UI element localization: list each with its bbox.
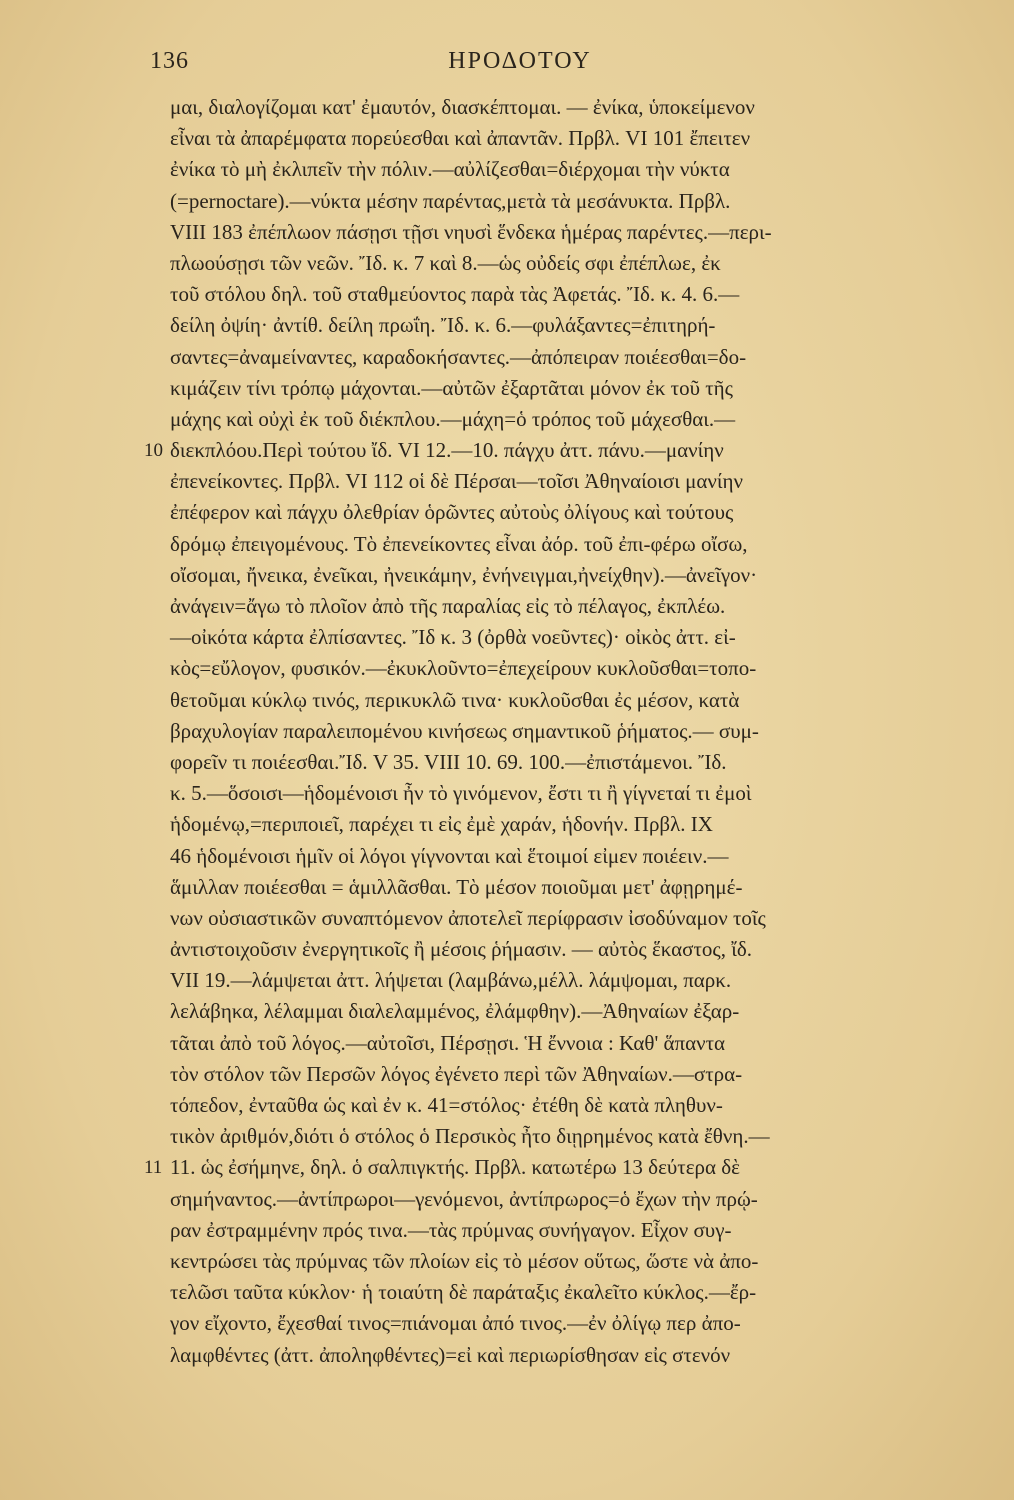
line-text: λαμφθέντες (ἀττ. ἀποληφθέντες)=εἰ καὶ περιωρίσθησαν εἰς στενόν bbox=[170, 1342, 731, 1367]
line-text: πλωούσῃσι τῶν νεῶν. Ἴδ. κ. 7 καὶ 8.—ὡς οὐδείς σφι ἐπέπλωε, ἐκ bbox=[170, 250, 721, 275]
text-line bbox=[170, 186, 910, 217]
text-line bbox=[170, 1340, 910, 1371]
text-line bbox=[170, 154, 910, 185]
running-title: ΗΡΟΔΟΤΟΥ bbox=[448, 48, 592, 74]
line-text: τᾶται ἀπὸ τοῦ λόγος.—αὐτοῖσι, Πέρσῃσι. Ἡ ἔννοια : Καθ' ἅπαντα bbox=[170, 1030, 726, 1055]
text-line bbox=[170, 809, 910, 840]
text-line bbox=[170, 1184, 910, 1215]
line-text: ἀντιστοιχοῦσιν ἐνεργητικοῖς ἢ μέσοις ῥήμασιν. — αὐτὸς ἕκαστος, ἴδ. bbox=[170, 937, 753, 962]
text-line bbox=[170, 965, 910, 996]
text-line bbox=[170, 310, 910, 341]
line-text: ἐπέφερον καὶ πάγχυ ὀλεθρίαν ὁρῶντες αὐτοὺς ὀλίγους καὶ τούτους bbox=[170, 500, 734, 525]
text-line bbox=[170, 685, 910, 716]
margin-number: 11 bbox=[144, 1157, 163, 1179]
text-line bbox=[170, 1277, 910, 1308]
text-line bbox=[170, 1246, 910, 1277]
text-line bbox=[170, 591, 910, 622]
text-line bbox=[170, 747, 910, 778]
line-text: τὸν στόλον τῶν Περσῶν λόγος ἐγένετο περὶ τῶν Ἀθηναίων.—στρα- bbox=[170, 1061, 743, 1086]
line-text: 11. ὡς ἐσήμηνε, δηλ. ὁ σαλπιγκτής. Πρβλ. κατωτέρω 13 δεύτερα δὲ bbox=[170, 1155, 740, 1180]
text-line bbox=[170, 1090, 910, 1121]
text-line bbox=[170, 404, 910, 435]
text-line bbox=[170, 373, 910, 404]
page-number: 136 bbox=[150, 48, 189, 74]
line-text: ἡδομένῳ,=περιποιεῖ, παρέχει τι εἰς ἐμὲ χαράν, ἡδονήν. Πρβλ. IX bbox=[170, 812, 713, 837]
text-line bbox=[144, 1152, 910, 1183]
line-text: VIII 183 ἐπέπλωον πάσῃσι τῇσι νηυσὶ ἕνδεκα ἡμέρας παρέντες.—περι- bbox=[170, 219, 772, 244]
line-text: σαντες=ἀναμείναντες, καραδοκήσαντες.—ἀπόπειραν ποιέεσθαι=δο- bbox=[170, 344, 747, 369]
line-text: δείλη ὀψίη· ἀντίθ. δείλη πρωΐη. Ἴδ. κ. 6.—φυλάξαντες=ἐπιτηρή- bbox=[170, 313, 716, 338]
text-line bbox=[170, 622, 910, 653]
line-text: ἀνάγειν=ἄγω τὸ πλοῖον ἀπὸ τῆς παραλίας εἰς τὸ πέλαγος, ἐκπλέω. bbox=[170, 594, 726, 618]
text-line bbox=[170, 497, 910, 528]
text-line bbox=[170, 778, 910, 809]
line-text: τοῦ στόλου δηλ. τοῦ σταθμεύοντος παρὰ τὰς Ἀφετάς. Ἴδ. κ. 4. 6.— bbox=[170, 282, 740, 307]
commentary-text bbox=[144, 92, 910, 1371]
text-line bbox=[170, 123, 910, 154]
line-text: δρόμῳ ἐπειγομένους. Τὸ ἐπενείκοντες εἶναι ἀόρ. τοῦ ἐπι-φέρω οἴσω, bbox=[170, 531, 748, 556]
text-line bbox=[170, 217, 910, 248]
text-line bbox=[144, 435, 910, 466]
text-line bbox=[170, 279, 910, 310]
line-text: ραν ἐστραμμένην πρός τινα.—τὰς πρύμνας συνήγαγον. Εἶχον συγ- bbox=[170, 1217, 732, 1242]
text-line bbox=[170, 1215, 910, 1246]
page-header bbox=[150, 48, 890, 84]
line-text: κεντρώσει τὰς πρύμνας τῶν πλοίων εἰς τὸ μέσον οὕτως, ὥστε νὰ ἀπο- bbox=[170, 1248, 759, 1273]
line-text: VII 19.—λάμψεται ἀττ. λήψεται (λαμβάνω,μέλλ. λάμψομαι, παρκ. bbox=[170, 968, 732, 993]
line-text: βραχυλογίαν παραλειπομένου κινήσεως σημαντικοῦ ῥήματος.— συμ- bbox=[170, 718, 759, 743]
text-line bbox=[170, 716, 910, 747]
text-line bbox=[170, 653, 910, 684]
line-text: (=pernoctare).—νύκτα μέσην παρέντας,μετὰ τὰ μεσάνυκτα. Πρβλ. bbox=[170, 188, 731, 213]
line-text: μαι, διαλογίζομαι κατ' ἐμαυτόν, διασκέπτομαι. — ἐνίκα, ὑποκείμενον bbox=[170, 95, 755, 119]
text-line bbox=[170, 934, 910, 965]
text-line bbox=[170, 248, 910, 279]
text-line bbox=[170, 996, 910, 1027]
line-text: νων οὐσιαστικῶν συναπτόμενον ἀποτελεῖ περίφρασιν ἰσοδύναμον τοῖς bbox=[170, 905, 766, 930]
margin-number: 10 bbox=[144, 440, 163, 462]
text-line bbox=[170, 1059, 910, 1090]
line-text: διεκπλόου.Περὶ τούτου ἴδ. VI 12.—10. πάγχυ ἀττ. πάνυ.—μανίην bbox=[170, 438, 724, 463]
text-line bbox=[170, 903, 910, 934]
text-line bbox=[170, 466, 910, 497]
line-text: κὸς=εὔλογον, φυσικόν.—ἐκυκλοῦντο=ἐπεχείρουν κυκλοῦσθαι=τοπο- bbox=[170, 656, 757, 681]
line-text: 46 ἡδομένοισι ἡμῖν οἱ λόγοι γίγνονται καὶ ἕτοιμοί εἰμεν ποιέειν.— bbox=[170, 843, 729, 868]
line-text: ἐπενείκοντες. Πρβλ. VI 112 οἱ δὲ Πέρσαι—τοῖσι Ἀθηναίοισι μανίην bbox=[170, 469, 743, 494]
line-text: κιμάζειν τίνι τρόπῳ μάχονται.—αὐτῶν ἐξαρτᾶται μόνον ἐκ τοῦ τῆς bbox=[170, 375, 733, 400]
line-text: —οἰκότα κάρτα ἐλπίσαντες. Ἴδ κ. 3 (ὀρθὰ νοεῦντες)· οἰκὸς ἀττ. εἰ- bbox=[170, 625, 736, 650]
line-text: ἐνίκα τὸ μὴ ἐκλιπεῖν τὴν πόλιν.—αὐλίζεσθαι=διέρχομαι τὴν νύκτα bbox=[170, 157, 730, 182]
line-text: φορεῖν τι ποιέεσθαι.Ἴδ. V 35. VIII 10. 69. 100.—ἐπιστάμενοι. Ἴδ. bbox=[170, 749, 727, 774]
line-text: γον εἴχοντο, ἔχεσθαί τινος=πιάνομαι ἀπό τινος.—ἐν ὀλίγῳ περ ἀπο- bbox=[170, 1311, 741, 1336]
text-line bbox=[170, 1028, 910, 1059]
line-text: τικὸν ἀριθμόν,διότι ὁ στόλος ὁ Περσικὸς ἦτο διῃρημένος κατὰ ἔθνη.— bbox=[170, 1124, 770, 1149]
line-text: εἶναι τὰ ἀπαρέμφατα πορεύεσθαι καὶ ἀπαντᾶν. Πρβλ. VI 101 ἔπειτεν bbox=[170, 126, 751, 151]
line-text: τόπεδον, ἐνταῦθα ὡς καὶ ἐν κ. 41=στόλος· ἐτέθη δὲ κατὰ πληθυν- bbox=[170, 1093, 723, 1117]
line-text: τελῶσι ταῦτα κύκλον· ἡ τοιαύτη δὲ παράταξις ἐκαλεῖτο κύκλος.—ἔρ- bbox=[170, 1280, 757, 1305]
line-text: σημήναντος.—ἀντίπρωροι—γενόμενοι, ἀντίπρωρος=ὁ ἔχων τὴν πρῴ- bbox=[170, 1186, 758, 1211]
text-line bbox=[170, 560, 910, 591]
text-line bbox=[170, 1308, 910, 1339]
line-text: θετοῦμαι κύκλῳ τινός, περικυκλῶ τινα· κυκλοῦσθαι ἐς μέσον, κατὰ bbox=[170, 687, 740, 712]
text-line bbox=[170, 841, 910, 872]
text-line bbox=[170, 529, 910, 560]
text-line bbox=[170, 1121, 910, 1152]
line-text: κ. 5.—ὅσοισι—ἡδομένοισι ἦν τὸ γινόμενον, ἔστι τι ἢ γίγνεταί τι ἐμοὶ bbox=[170, 781, 752, 806]
text-line bbox=[170, 872, 910, 903]
line-text: μάχης καὶ οὐχὶ ἐκ τοῦ διέκπλου.—μάχη=ὁ τρόπος τοῦ μάχεσθαι.— bbox=[170, 406, 736, 431]
line-text: ἅμιλλαν ποιέεσθαι = ἁμιλλᾶσθαι. Τὸ μέσον ποιοῦμαι μετ' ἀφῃρημέ- bbox=[170, 874, 743, 899]
line-text: οἴσομαι, ἤνεικα, ἐνεῖκαι, ἠνεικάμην, ἐνήνειγμαι,ἠνείχθην).—ἀνεῖγον· bbox=[170, 562, 758, 587]
text-line bbox=[170, 92, 910, 123]
text-line bbox=[170, 342, 910, 373]
line-text: λελάβηκα, λέλαμμαι διαλελαμμένος, ἐλάμφθην).—Ἀθηναίων ἐξαρ- bbox=[170, 999, 740, 1024]
